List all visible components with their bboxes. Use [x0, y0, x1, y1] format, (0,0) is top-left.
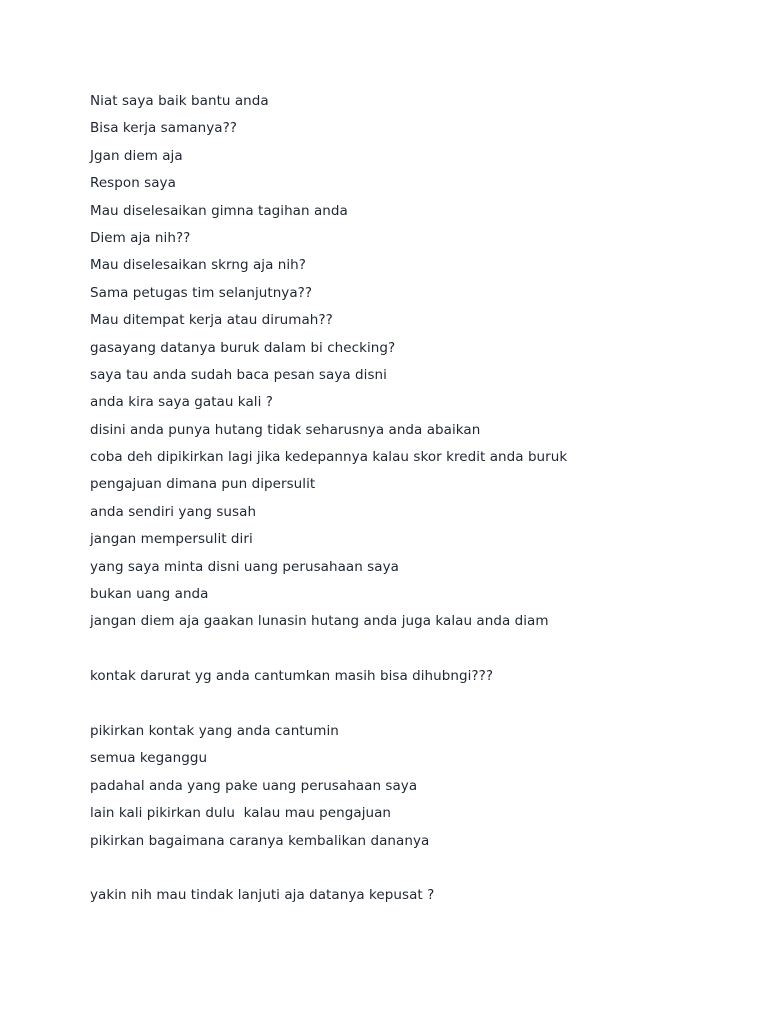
text-line: bukan uang anda: [90, 586, 209, 603]
paragraph-spacer: [90, 636, 750, 663]
text-line: Mau diselesaikan gimna tagihan anda: [90, 202, 348, 219]
text-line: Bisa kerja samanya??: [90, 120, 237, 137]
text-line: padahal anda yang pake uang perusahaan saya: [90, 777, 418, 794]
text-line: jangan mempersulit diri: [90, 531, 253, 548]
text-line: pengajuan dimana pun dipersulit: [90, 476, 316, 493]
text-line: yakin nih mau tindak lanjuti aja datanya kepusat ?: [90, 887, 435, 904]
text-line: saya tau anda sudah baca pesan saya disni: [90, 366, 387, 383]
paragraph-spacer: [90, 691, 750, 718]
text-line: pikirkan kontak yang anda cantumin: [90, 722, 339, 739]
paragraph: [90, 663, 750, 690]
text-line: pikirkan bagaimana caranya kembalikan dananya: [90, 832, 430, 849]
text-line: Diem aja nih??: [90, 229, 191, 246]
text-line: lain kali pikirkan dulu kalau mau pengajuan: [90, 805, 392, 822]
paragraph: [90, 882, 750, 909]
text-line: Mau ditempat kerja atau dirumah??: [90, 312, 333, 329]
text-line: Niat saya baik bantu anda: [90, 93, 269, 109]
text-line: semua keganggu: [90, 750, 208, 767]
text-line: Jgan diem aja: [90, 147, 183, 164]
text-line: Respon saya: [90, 175, 176, 192]
text-line: jangan diem aja gaakan lunasin hutang anda juga kalau anda diam: [90, 613, 549, 630]
paragraph: [90, 88, 750, 636]
text-line: Sama petugas tim selanjutnya??: [90, 284, 313, 301]
text-line: coba deh dipikirkan lagi jika kedepannya kalau skor kredit anda buruk: [90, 449, 568, 466]
text-line: Mau diselesaikan skrng aja nih?: [90, 257, 306, 274]
paragraph: [90, 718, 750, 855]
text-line: kontak darurat yg anda cantumkan masih bisa dihubngi???: [90, 668, 494, 685]
text-line: gasayang datanya buruk dalam bi checking?: [90, 339, 396, 356]
text-line: anda sendiri yang susah: [90, 503, 257, 520]
text-line: disini anda punya hutang tidak seharusnya anda abaikan: [90, 421, 481, 438]
paragraph-spacer: [90, 855, 750, 882]
text-line: anda kira saya gatau kali ?: [90, 394, 273, 411]
document-body: [90, 88, 750, 910]
text-line: yang saya minta disni uang perusahaan saya: [90, 558, 399, 575]
